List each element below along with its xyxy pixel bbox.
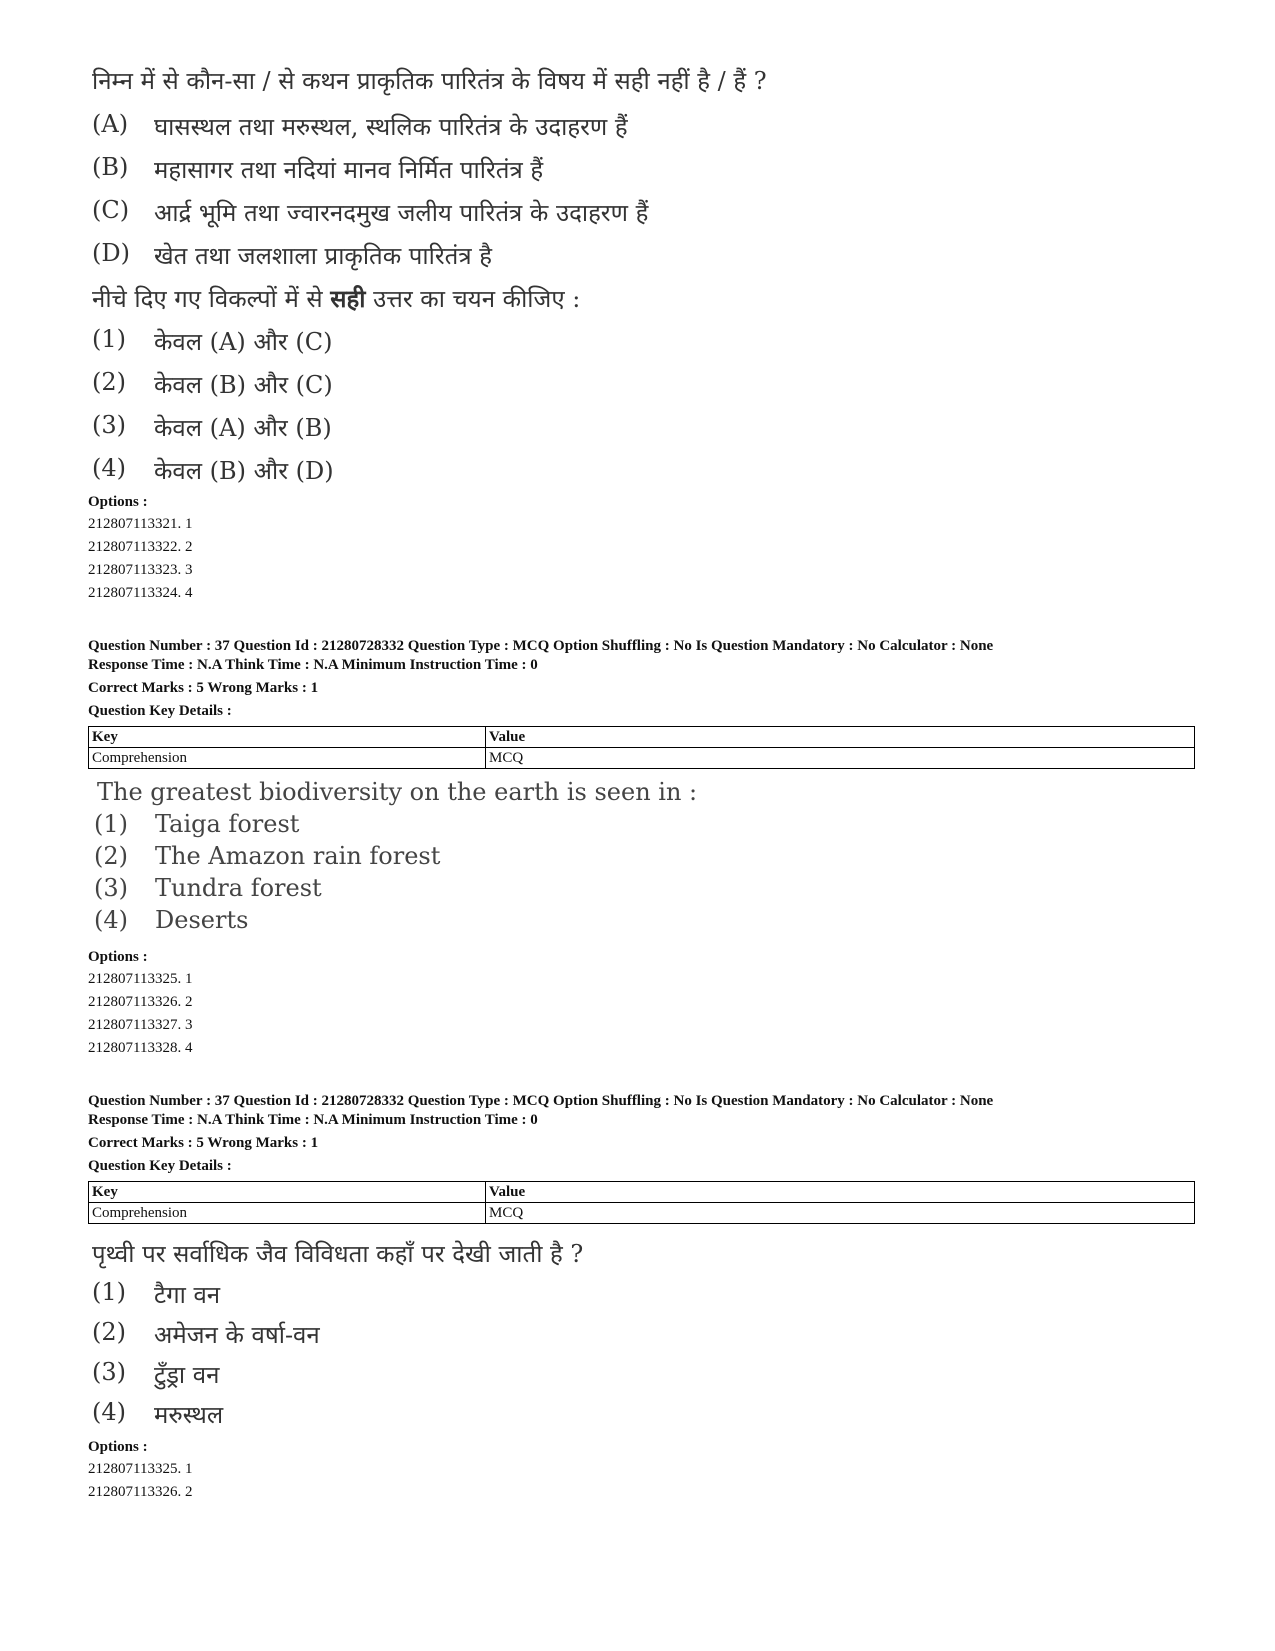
option-item: 212807113325. 1	[88, 1461, 193, 1477]
options-label: Options :	[88, 494, 148, 510]
question-marks: Correct Marks : 5 Wrong Marks : 1	[88, 1135, 319, 1151]
choice-3: (3) Tundra forest	[94, 874, 322, 902]
question-timing: Response Time : N.A Think Time : N.A Minimum Instruction Time : 0	[88, 657, 538, 673]
statement-b: (B) महासागर तथा नदियां मानव निर्मित पारितंत्र हैं	[92, 153, 544, 184]
choice-4: (4) केवल (B) और (D)	[92, 454, 334, 485]
table-header-key: Key	[89, 1182, 486, 1203]
key-details-table	[88, 1181, 1195, 1224]
question-marks: Correct Marks : 5 Wrong Marks : 1	[88, 680, 319, 696]
statement-c: (C) आर्द्र भूमि तथा ज्वारनदमुख जलीय पारितंत्र के उदाहरण हैं	[92, 196, 649, 227]
table-row	[89, 748, 1195, 769]
table-cell-key: Comprehension	[89, 1203, 486, 1224]
key-details-table	[88, 726, 1195, 769]
option-item: 212807113325. 1	[88, 971, 193, 987]
table-cell-value: MCQ	[486, 1203, 1195, 1224]
option-item: 212807113326. 2	[88, 1484, 193, 1500]
option-item: 212807113322. 2	[88, 539, 193, 555]
question-stem: निम्न में से कौन-सा / से कथन प्राकृतिक पारितंत्र के विषय में सही नहीं है / हैं ?	[92, 67, 767, 95]
choice-4: (4) Deserts	[94, 906, 249, 934]
option-item: 212807113326. 2	[88, 994, 193, 1010]
table-header-row	[89, 1182, 1195, 1203]
table-cell-key: Comprehension	[89, 748, 486, 769]
table-cell-value: MCQ	[486, 748, 1195, 769]
choice-1: (1) टैगा वन	[92, 1278, 221, 1309]
option-item: 212807113327. 3	[88, 1017, 193, 1033]
option-item: 212807113328. 4	[88, 1040, 193, 1056]
option-item: 212807113324. 4	[88, 585, 193, 601]
choice-2: (2) केवल (B) और (C)	[92, 368, 333, 399]
table-header-value: Value	[486, 1182, 1195, 1203]
choice-3: (3) टुँड्रा वन	[92, 1358, 220, 1389]
answer-instruction: नीचे दिए गए विकल्पों में से सही उत्तर का चयन कीजिए :	[92, 284, 581, 313]
question-timing: Response Time : N.A Think Time : N.A Minimum Instruction Time : 0	[88, 1112, 538, 1128]
table-header-key: Key	[89, 727, 486, 748]
question-stem: The greatest biodiversity on the earth is seen in :	[97, 778, 698, 806]
question-meta: Question Number : 37 Question Id : 21280728332 Question Type : MCQ Option Shuffling : No Is Question Mandatory : No Calculator : None	[88, 638, 994, 654]
statement-a: (A) घासस्थल तथा मरुस्थल, स्थलिक पारितंत्र के उदाहरण हैं	[92, 110, 628, 141]
options-label: Options :	[88, 949, 148, 965]
choice-2: (2) अमेजन के वर्षा-वन	[92, 1318, 320, 1349]
option-item: 212807113323. 3	[88, 562, 193, 578]
choice-1: (1) केवल (A) और (C)	[92, 325, 333, 356]
statement-d: (D) खेत तथा जलशाला प्राकृतिक पारितंत्र है	[92, 239, 492, 270]
question-meta: Question Number : 37 Question Id : 21280728332 Question Type : MCQ Option Shuffling : No Is Question Mandatory : No Calculator : None	[88, 1093, 994, 1109]
key-details-label: Question Key Details :	[88, 703, 232, 719]
choice-1: (1) Taiga forest	[94, 810, 300, 838]
question-stem: पृथ्वी पर सर्वाधिक जैव विविधता कहाँ पर देखी जाती है ?	[92, 1240, 584, 1268]
table-header-row	[89, 727, 1195, 748]
choice-3: (3) केवल (A) और (B)	[92, 411, 332, 442]
choice-2: (2) The Amazon rain forest	[94, 842, 441, 870]
key-details-label: Question Key Details :	[88, 1158, 232, 1174]
option-item: 212807113321. 1	[88, 516, 193, 532]
choice-4: (4) मरुस्थल	[92, 1398, 224, 1429]
options-label: Options :	[88, 1439, 148, 1455]
table-row	[89, 1203, 1195, 1224]
table-header-value: Value	[486, 727, 1195, 748]
